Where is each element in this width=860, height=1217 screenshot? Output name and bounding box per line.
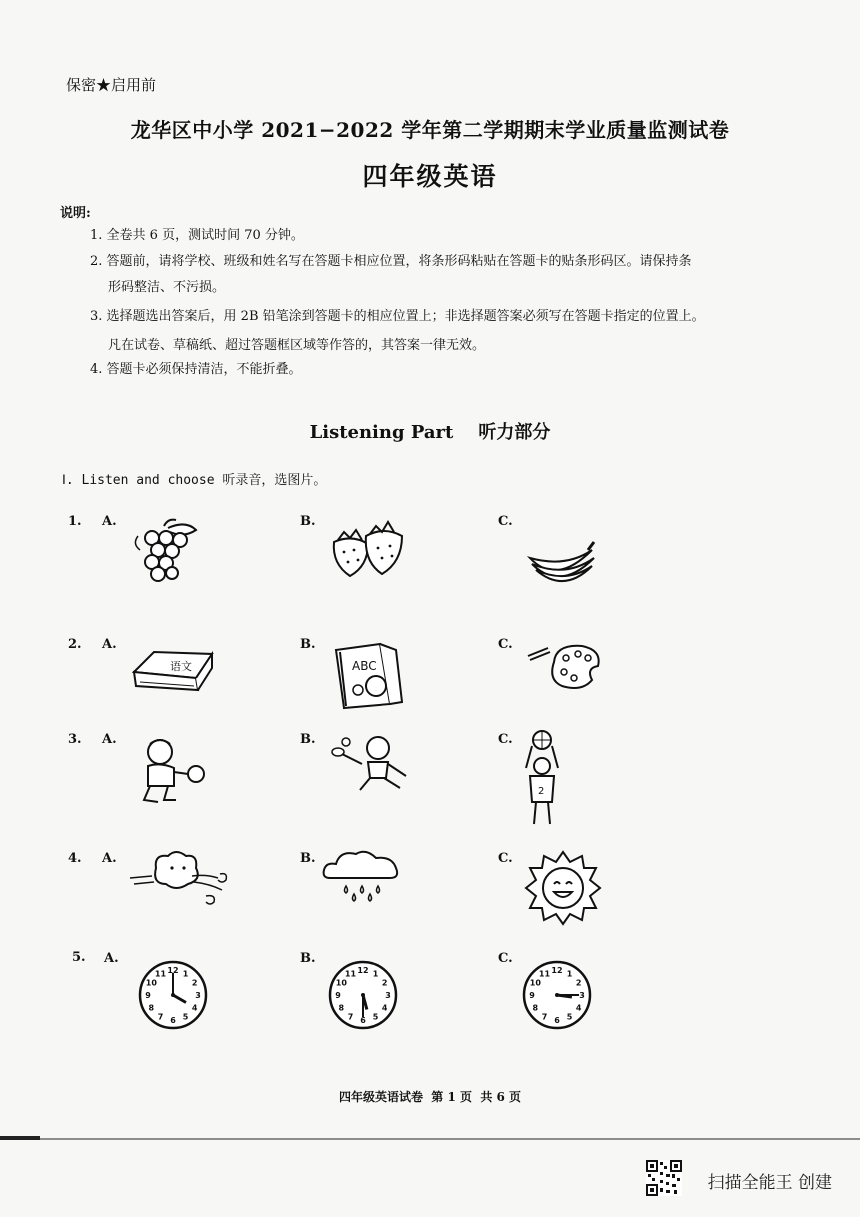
svg-text:语文: 语文 bbox=[170, 660, 192, 673]
option-label: B. bbox=[300, 637, 316, 652]
clock-number: 6 bbox=[170, 1016, 176, 1025]
clock-number: 1 bbox=[182, 969, 189, 979]
clock-number: 11 bbox=[154, 969, 167, 979]
question-number: 4. bbox=[68, 851, 82, 866]
clock-number: 4 bbox=[191, 1003, 198, 1013]
question-number: 3. bbox=[68, 732, 82, 747]
option-label: A. bbox=[102, 514, 117, 529]
qr-code-icon bbox=[646, 1160, 682, 1196]
clock-number: 3 bbox=[579, 991, 585, 1000]
option-label: B. bbox=[300, 514, 316, 529]
option-label: C. bbox=[498, 637, 513, 652]
notes-heading: 说明: bbox=[60, 206, 91, 221]
bananas-icon bbox=[526, 528, 598, 588]
scanner-watermark: 扫描全能王 创建 bbox=[707, 1173, 832, 1193]
clock-number: 11 bbox=[344, 969, 357, 979]
clock-number: 8 bbox=[148, 1003, 155, 1013]
option-label: B. bbox=[300, 951, 316, 966]
option-label: C. bbox=[498, 951, 513, 966]
clock-icon bbox=[520, 958, 594, 1032]
strawberries-icon bbox=[328, 520, 408, 580]
note-item: 1. 全卷共 6 页，测试时间 70 分钟。 bbox=[90, 228, 304, 243]
clock-icon bbox=[326, 958, 400, 1032]
note-item: 3. 选择题选出答案后，用 2B 铅笔涂到答题卡的相应位置上；非选择题答案必须写在答题卡指定的位置上。 bbox=[90, 309, 705, 324]
clock-number: 12 bbox=[551, 966, 563, 975]
clock-number: 8 bbox=[338, 1003, 345, 1013]
grapes-icon bbox=[128, 516, 200, 588]
clock-number: 9 bbox=[145, 991, 151, 1000]
dictionary-icon bbox=[130, 642, 216, 692]
clock-center bbox=[555, 993, 559, 997]
section-title: Ⅰ. Listen and choose 听录音，选图片。 bbox=[62, 473, 327, 488]
clock-number: 8 bbox=[532, 1003, 539, 1013]
clock-number: 4 bbox=[381, 1003, 388, 1013]
question-number: 2. bbox=[68, 637, 82, 652]
clock-number: 12 bbox=[357, 966, 369, 975]
clock-number: 2 bbox=[575, 978, 582, 988]
part-title: Listening Part 听力部分 bbox=[309, 422, 551, 443]
option-label: A. bbox=[104, 951, 119, 966]
clock-number: 1 bbox=[372, 969, 379, 979]
clock-number: 6 bbox=[360, 1016, 366, 1025]
option-label: A. bbox=[102, 732, 117, 747]
clock-number: 10 bbox=[529, 978, 541, 988]
page-footer: 四年级英语试卷 第 1 页 共 6 页 bbox=[338, 1090, 522, 1104]
clock-number: 5 bbox=[372, 1012, 379, 1022]
scan-edge-mark bbox=[0, 1136, 40, 1140]
clock-number: 2 bbox=[191, 978, 198, 988]
svg-text:ABC: ABC bbox=[352, 659, 377, 673]
clock-number: 7 bbox=[347, 1012, 354, 1022]
clock-number: 3 bbox=[385, 991, 391, 1000]
clock-number: 4 bbox=[575, 1003, 582, 1013]
exam-subtitle: 四年级英语 bbox=[362, 162, 498, 191]
clock-number: 6 bbox=[554, 1016, 560, 1025]
question-number: 1. bbox=[68, 514, 82, 529]
windy-icon bbox=[126, 848, 234, 910]
clock-center bbox=[361, 993, 365, 997]
option-label: B. bbox=[300, 732, 316, 747]
clock-number: 12 bbox=[167, 966, 179, 975]
clock-number: 5 bbox=[566, 1012, 573, 1022]
exam-title: 龙华区中小学 2021−2022 学年第二学期期末学业质量监测试卷 bbox=[130, 118, 730, 142]
clock-number: 3 bbox=[195, 991, 201, 1000]
storybook-icon bbox=[330, 640, 406, 710]
hour-hand bbox=[557, 995, 572, 997]
sunny-icon bbox=[524, 848, 602, 926]
option-label: C. bbox=[498, 851, 513, 866]
clock-number: 10 bbox=[145, 978, 157, 988]
note-item-continued: 凡在试卷、草稿纸、超过答题框区域等作答的，其答案一律无效。 bbox=[108, 338, 486, 353]
note-item: 4. 答题卡必须保持清洁，不能折叠。 bbox=[90, 362, 302, 377]
option-label: B. bbox=[300, 851, 316, 866]
clock-number: 9 bbox=[529, 991, 535, 1000]
clock-center bbox=[171, 993, 175, 997]
boy-basketball-icon bbox=[518, 730, 566, 828]
boy-volleyball-icon bbox=[134, 736, 210, 806]
option-label: A. bbox=[102, 637, 117, 652]
note-item-continued: 形码整洁、不污损。 bbox=[108, 280, 226, 295]
question-number: 5. bbox=[72, 950, 86, 965]
clock-number: 1 bbox=[566, 969, 573, 979]
option-label: A. bbox=[102, 851, 117, 866]
confidential-label: 保密★启用前 bbox=[66, 76, 157, 94]
rainy-icon bbox=[320, 848, 402, 904]
paint-palette-icon bbox=[526, 640, 604, 692]
scan-edge-line bbox=[0, 1138, 860, 1140]
clock-number: 5 bbox=[182, 1012, 189, 1022]
option-label: C. bbox=[498, 514, 513, 529]
note-item: 2. 答题前，请将学校、班级和姓名写在答题卡相应位置，将条形码粘贴在答题卡的贴条形码区。请保持条 bbox=[90, 254, 692, 269]
clock-number: 9 bbox=[335, 991, 341, 1000]
boy-badminton-icon bbox=[326, 734, 416, 796]
clock-number: 11 bbox=[538, 969, 551, 979]
option-label: C. bbox=[498, 732, 513, 747]
clock-number: 7 bbox=[541, 1012, 548, 1022]
clock-icon bbox=[136, 958, 210, 1032]
clock-number: 10 bbox=[335, 978, 347, 988]
clock-number: 7 bbox=[157, 1012, 164, 1022]
clock-number: 2 bbox=[381, 978, 388, 988]
svg-text:2: 2 bbox=[538, 786, 545, 797]
